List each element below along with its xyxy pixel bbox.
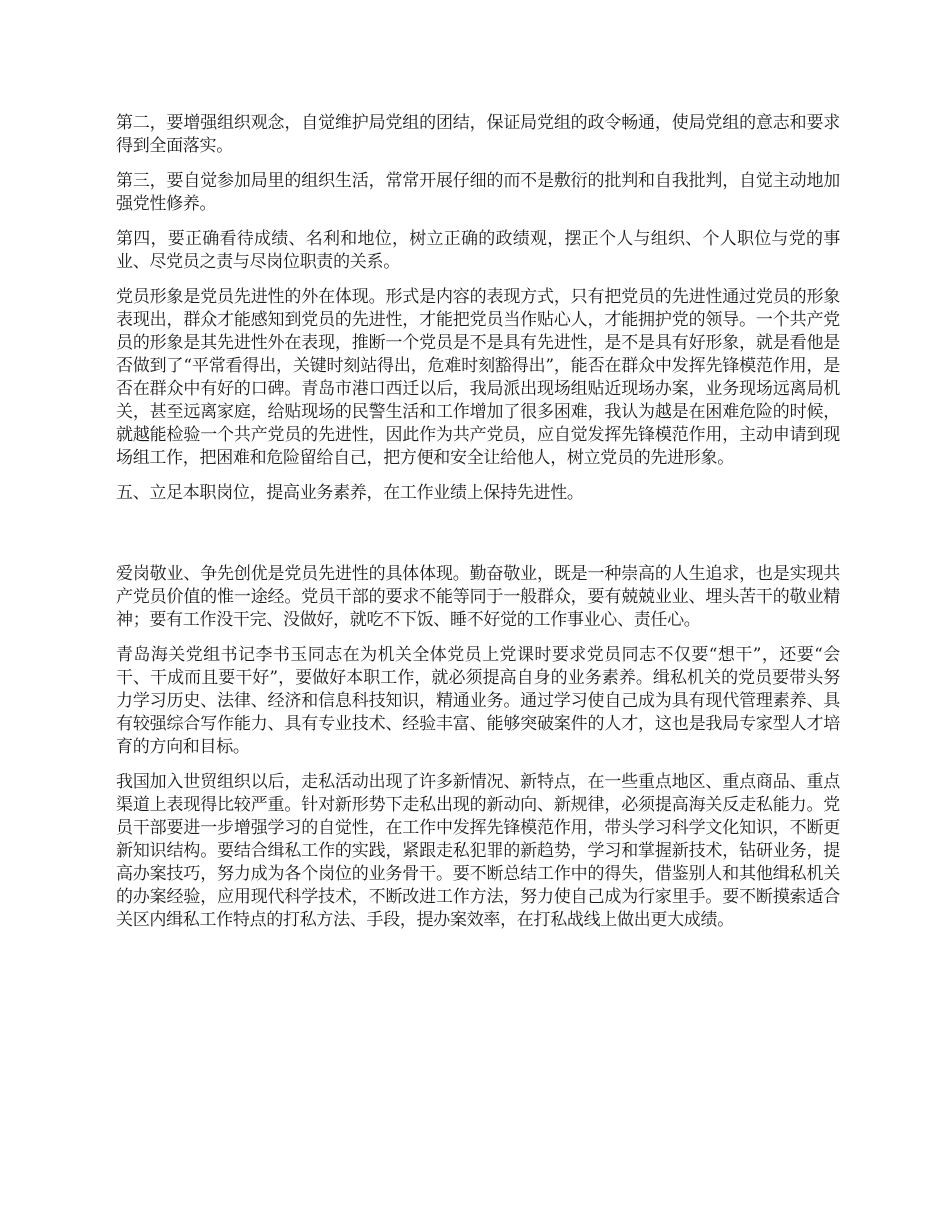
section-heading-five: 五、立足本职岗位，提高业务素养，在工作业绩上保持先进性。 — [116, 483, 584, 503]
paragraph-second-point: 第二，要增强组织观念，自觉维护局党组的团结，保证局党组的政令畅通，使局党组的意志和要求得到全面落实。 — [116, 113, 840, 156]
document-body — [116, 112, 840, 944]
paragraph-party-lesson: 青岛海关党组书记李书玉同志在为机关全体党员上党课时要求党员同志不仅要“想干”，还要“会干、干成而且要干好”，要做好本职工作，就必须提高自身的业务素养。缉私机关的党员要带头努力学习历史、法律、经济和信息科技知识，精通业务。通过学习使自己成为具有现代管理素养、具有较强综合写作能力、具有专业技术、经验丰富、能够突破案件的人才，这也是我局专家型人才培育的方向和目标。 — [116, 645, 840, 757]
paragraph-anti-smuggling: 我国加入世贸组织以后，走私活动出现了许多新情况、新特点，在一些重点地区、重点商品、重点渠道上表现得比较严重。针对新形势下走私出现的新动向、新规律，必须提高海关反走私能力。党员干部要进一步增强学习的自觉性，在工作中发挥先锋模范作用，带头学习科学文化知识，不断更新知识结构。要结合缉私工作的实践，紧跟走私犯罪的新趋势，学习和掌握新技术，钻研业务，提高办案技巧，努力成为各个岗位的业务骨干。要不断总结工作中的得失，借鉴别人和其他缉私机关的办案经验，应用现代科学技术，不断改进工作方法，努力使自己成为行家里手。要不断摸索适合关区内缉私工作特点的打私方法、手段，提办案效率，在打私战线上做出更大成绩。 — [116, 772, 840, 930]
paragraph-dedication: 爱岗敬业、争先创优是党员先进性的具体体现。勤奋敬业，既是一种崇高的人生追求，也是实现共产党员价值的惟一途经。党员干部的要求不能等同于一般群众，要有兢兢业业、埋头苦干的敬业精神；要有工作没干完、没做好，就吃不下饭、睡不好觉的工作事业心、责任心。 — [116, 564, 840, 630]
paragraph-third-point: 第三，要自觉参加局里的组织生活，常常开展仔细的而不是敷衍的批判和自我批判，自觉主动地加强党性修养。 — [116, 171, 840, 214]
paragraph-party-image: 党员形象是党员先进性的外在体现。形式是内容的表现方式，只有把党员的先进性通过党员的形象表现出，群众才能感知到党员的先进性，才能把党员当作贴心人，才能拥护党的领导。一个共产党员的形象是其先进性外在表现，推断一个党员是不是具有先进性，是不是具有好形象，就是看他是否做到了“平常看得出，关键时刻站得出，危难时刻豁得出”，能否在群众中发挥先锋模范作用，是否在群众中有好的口碑。青岛市港口西迁以后，我局派出现场组贴近现场办案，业务现场远离局机关，甚至远离家庭，给贴现场的民警生活和工作增加了很多困难，我认为越是在困难危险的时候，就越能检验一个共产党员的先进性，因此作为共产党员，应自觉发挥先锋模范作用，主动申请到现场组工作，把困难和危险留给自己，把方便和安全让给他人，树立党员的先进形象。 — [116, 287, 840, 468]
paragraph-fourth-point: 第四，要正确看待成绩、名利和地位，树立正确的政绩观，摆正个人与组织、个人职位与党的事业、尽党员之责与尽岗位职责的关系。 — [116, 229, 840, 272]
